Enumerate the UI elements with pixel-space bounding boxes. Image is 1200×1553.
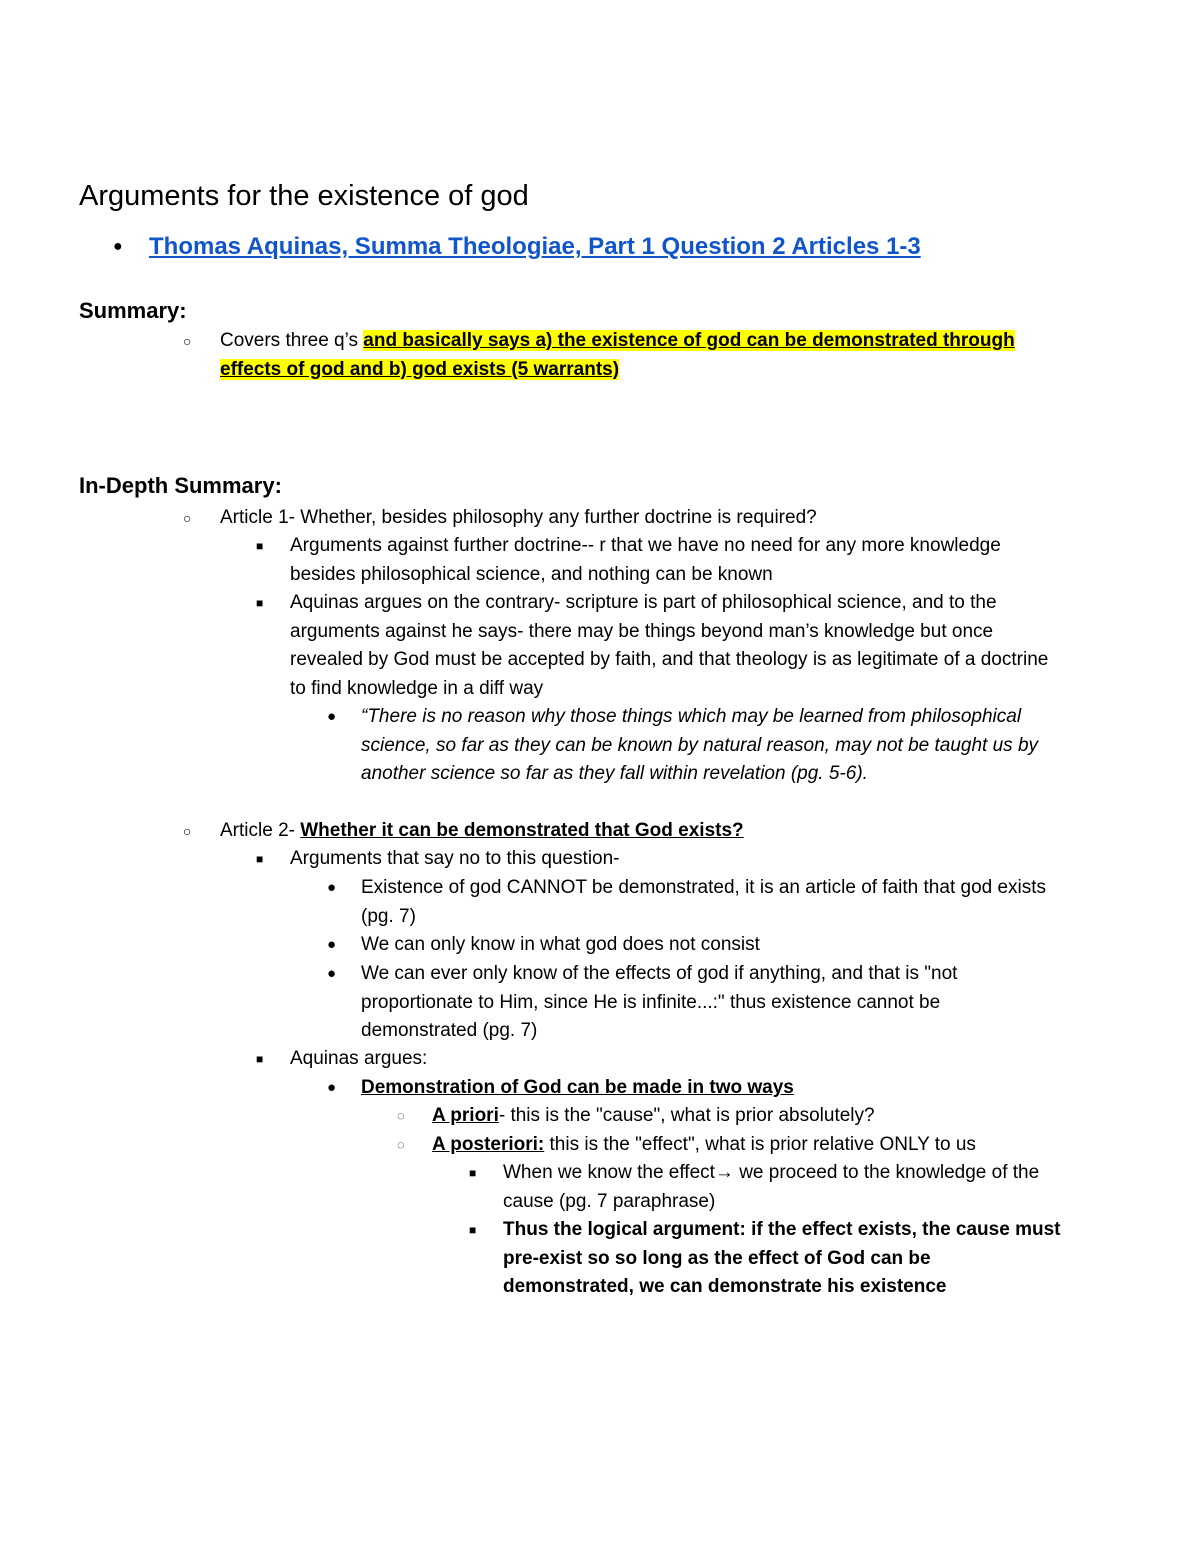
summary-highlight: and basically says a) the existence of god can be demonstrated through effects of god and b) god exists (5 warrants) bbox=[220, 330, 1015, 380]
bullet-disc-icon: ● bbox=[327, 936, 337, 953]
no-argument-3: We can ever only know of the effects of god if anything, and that is "not proportionate to Him, since He is infinite...:" thus existence cannot be demonstrated (pg. 7) bbox=[361, 963, 958, 1041]
article1-quote: “There is no reason why those things which may be learned from philosophical science, so far as they can be known by natural reason, may not be taught us by another science so far as they fall within revelation (pg. 5-6). bbox=[361, 706, 1039, 784]
bullet-circle-icon: ○ bbox=[183, 823, 192, 839]
article2-label-prefix: Article 2- bbox=[220, 820, 301, 841]
bullet-square-icon: ■ bbox=[256, 1052, 264, 1066]
summary-item bbox=[220, 327, 1050, 384]
in-depth-heading: In-Depth Summary: bbox=[79, 473, 282, 498]
bullet-dotted-circle-icon: ◌ bbox=[397, 1108, 405, 1123]
bullet-square-icon: ■ bbox=[256, 852, 264, 866]
a-posteriori-text: this is the "effect", what is prior relative ONLY to us bbox=[544, 1134, 976, 1155]
no-argument-2: We can only know in what god does not consist bbox=[361, 934, 760, 955]
bullet-disc-icon: ● bbox=[327, 708, 337, 725]
bullet-square-icon: ■ bbox=[469, 1166, 477, 1180]
aquinas-argues: Aquinas argues: bbox=[290, 1048, 428, 1069]
no-arguments: Arguments that say no to this question- bbox=[290, 848, 620, 869]
article2-label bbox=[220, 817, 744, 846]
no-argument-1: Existence of god CANNOT be demonstrated, it is an article of faith that god exists (pg. 7) bbox=[361, 877, 1047, 927]
bullet-square-icon: ■ bbox=[256, 539, 264, 553]
bullet-square-icon: ■ bbox=[469, 1223, 477, 1237]
article1-point2: Aquinas argues on the contrary- scripture is part of philosophical science, and to the arguments against he says- there may be things beyond man’s knowledge but once revealed by God must be accepted by faith, and that theology is as legitimate of a doctrine to find knowledge in a diff way bbox=[290, 592, 1049, 699]
a-posteriori bbox=[432, 1131, 976, 1160]
two-ways: Demonstration of God can be made in two ways bbox=[361, 1077, 794, 1098]
a-posteriori-term: A posteriori: bbox=[432, 1134, 545, 1155]
conclusion: Thus the logical argument: if the effect exists, the cause must pre-exist so so long as the effect of God can be demonstrated, we can demonstrate his existence bbox=[503, 1219, 1061, 1297]
a-priori bbox=[432, 1102, 875, 1131]
a-priori-term: A priori bbox=[432, 1105, 499, 1126]
article1-point1: Arguments against further doctrine-- r that we have no need for any more knowledge besides philosophical science, and nothing can be known bbox=[290, 535, 1001, 585]
a-priori-text: - this is the "cause", what is prior absolutely? bbox=[498, 1105, 875, 1126]
article1-label: Article 1- Whether, besides philosophy any further doctrine is required? bbox=[220, 507, 817, 528]
bullet-disc-icon: ● bbox=[327, 965, 337, 982]
bullet-disc-icon: ● bbox=[327, 1079, 337, 1096]
bullet-square-icon: ■ bbox=[256, 596, 264, 610]
doc-title: Arguments for the existence of god bbox=[79, 180, 529, 212]
summary-heading: Summary: bbox=[79, 298, 187, 323]
article2-question: Whether it can be demonstrated that God exists? bbox=[300, 820, 744, 841]
bullet-disc-icon: ● bbox=[113, 238, 123, 255]
summary-item-prefix: Covers three q’s bbox=[220, 330, 364, 351]
bullet-circle-icon: ○ bbox=[183, 510, 192, 526]
bullet-circle-icon: ○ bbox=[183, 333, 192, 349]
source-link[interactable]: Thomas Aquinas, Summa Theologiae, Part 1 Question 2 Articles 1-3 bbox=[149, 233, 921, 260]
bullet-dotted-circle-icon: ◌ bbox=[397, 1137, 405, 1152]
bullet-disc-icon: ● bbox=[327, 879, 337, 896]
effect-note: When we know the effect→ we proceed to the knowledge of the cause (pg. 7 paraphrase) bbox=[503, 1162, 1040, 1212]
